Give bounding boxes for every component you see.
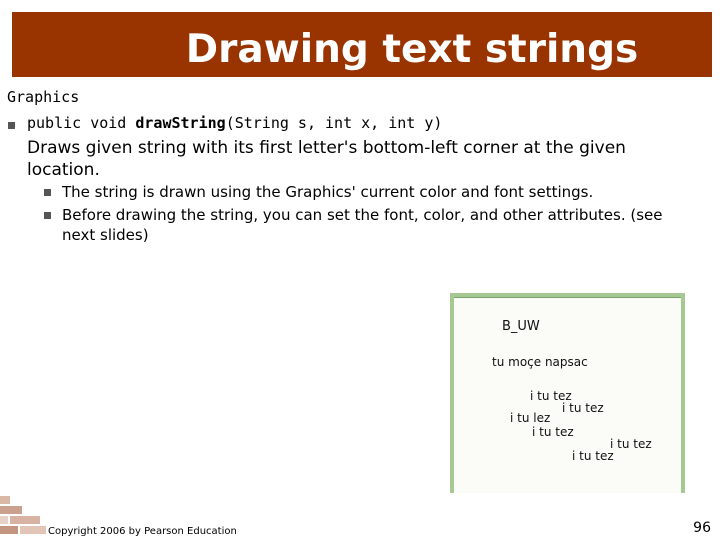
sub-bullet-icon [44,212,51,219]
sub-bullet-1: The string is drawn using the Graphics' current color and font settings. [62,183,594,201]
signature-params: (String s, int x, int y) [225,114,443,132]
demo-text: i tu tez [530,389,572,403]
title-bar [12,12,712,77]
window-frame-line [454,297,681,298]
signature-method-name: drawString [135,114,226,132]
demo-text: tu moçe napsac [492,355,588,369]
demo-text: B_UW [502,319,540,334]
bullet-icon [8,122,15,129]
method-description: Draws given string with its first letter's bottom-left corner at the given location. [27,138,626,180]
demo-text: i tu tez [532,425,574,439]
sub-bullet-2: Before drawing the string, you can set the font, color, and other attributes. (see next slides) [62,206,663,244]
demo-window [450,293,685,493]
copyright-footer: Copyright 2006 by Pearson Education [48,526,237,537]
demo-text: i tu lez [510,411,551,425]
demo-text: i tu tez [562,401,604,415]
signature-prefix: public void [27,114,136,132]
sub-bullet-icon [44,189,51,196]
slide-title: Drawing text strings [185,27,639,72]
brick-decoration-icon [0,492,46,540]
method-signature [27,114,442,132]
demo-text: i tu tez [572,449,614,463]
section-heading: Graphics [7,88,80,106]
page-number: 96 [693,520,711,536]
demo-text: i tu tez [610,437,652,451]
